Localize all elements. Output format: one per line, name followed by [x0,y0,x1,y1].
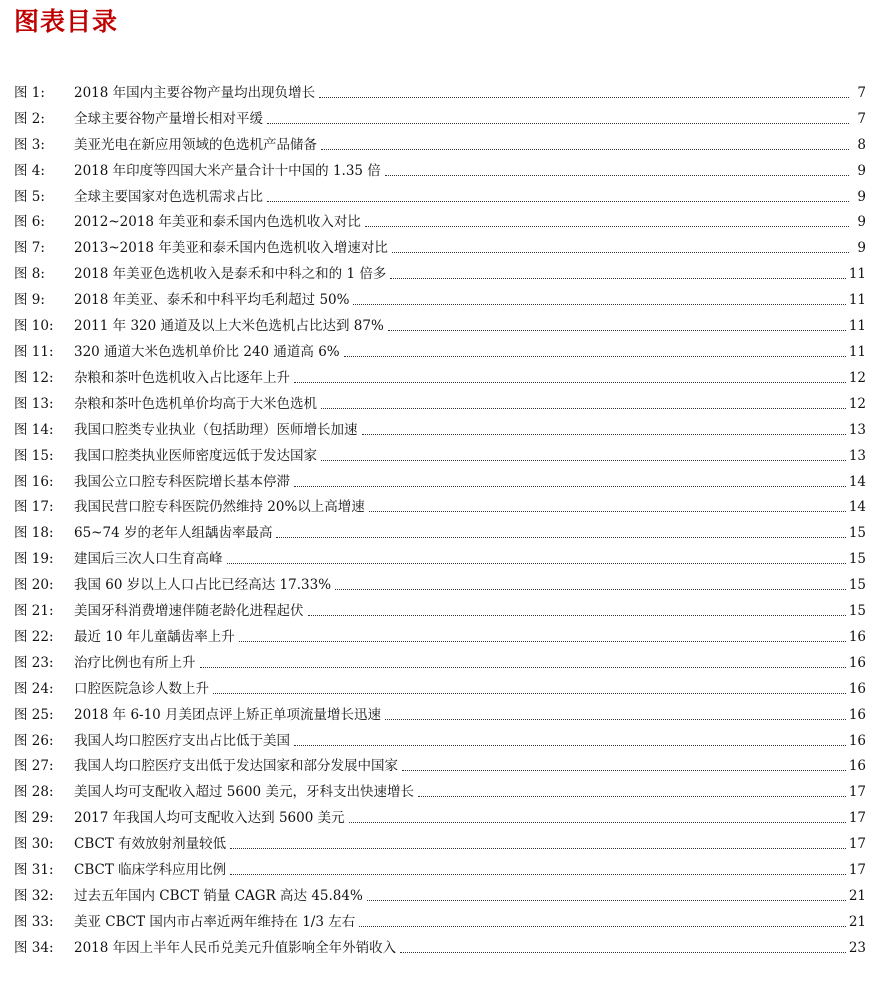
dot-leader [267,201,849,202]
figure-title: 2018 年印度等四国大米产量合计十中国的 1.35 倍 [74,162,381,179]
figure-title: CBCT 有效放射剂量较低 [74,836,227,853]
figure-list [14,77,866,958]
page-number: 16 [848,628,866,645]
figure-number: 图 31: [14,862,54,879]
figure-title: CBCT 临床学科应用比例 [74,862,227,879]
page-number: 11 [848,343,866,360]
figure-entry-link[interactable] [14,155,866,181]
page-number: 23 [848,939,866,956]
page-number: 15 [848,603,866,620]
figure-number: 图 24: [14,680,54,697]
figure-title: 2018 年因上半年人民币兑美元升值影响全年外销收入 [74,939,397,956]
dot-leader [239,641,846,642]
figure-number: 图 14: [14,421,54,438]
figure-entry-link[interactable] [14,336,866,362]
dot-leader [321,408,846,409]
page-number: 21 [848,913,866,930]
figure-title: 2018 年美亚、泰禾和中科平均毛利超过 50% [74,292,350,309]
figure-entry-link[interactable] [14,776,866,802]
figure-title: 美国牙科消费增速伴随老龄化进程起伏 [74,603,304,620]
figure-number: 图 28: [14,784,54,801]
figure-number: 图 9: [14,292,45,309]
page-number: 11 [848,292,866,309]
dot-leader [353,304,845,305]
page-number: 21 [848,888,866,904]
figure-title: 2018 年国内主要谷物产量均出现负增长 [74,84,316,101]
page-number: 16 [848,706,866,723]
figure-title: 2017 年我国人均可支配收入达到 5600 美元 [74,810,345,827]
page-number: 16 [848,758,866,775]
figure-title: 口腔医院急诊人数上升 [74,680,209,697]
dot-leader [369,511,846,512]
dot-leader [385,175,849,176]
page-number: 15 [848,551,866,568]
figure-entry-link[interactable] [14,181,866,207]
figure-entry-link[interactable] [14,543,866,569]
page-number: 11 [848,266,866,283]
page-number: 13 [848,421,866,438]
figure-number: 图 27: [14,758,54,775]
figure-entry-link[interactable] [14,673,866,699]
figure-title: 65~74 岁的老年人组龋齿率最高 [74,525,273,542]
figure-entry-link[interactable] [14,751,866,777]
figure-number: 图 34: [14,939,54,956]
figure-number: 图 6: [14,214,45,231]
figure-number: 图 8: [14,266,45,283]
page-number: 17 [848,784,866,801]
figure-number: 图 16: [14,473,54,490]
page-number: 12 [848,395,866,412]
dot-leader [362,434,846,435]
figure-number: 图 18: [14,525,54,542]
figure-number: 图 20: [14,577,54,594]
figure-number: 图 22: [14,628,54,645]
dot-leader [230,848,846,849]
figure-number: 图 33: [14,913,54,930]
figure-number: 图 17: [14,499,54,516]
page-number: 12 [848,369,866,386]
figure-entry-link[interactable] [14,388,866,414]
dot-leader [349,822,846,823]
figure-entry-link[interactable] [14,621,866,647]
dot-leader [390,278,845,279]
figure-number: 图 23: [14,654,54,671]
figure-entry-link[interactable] [14,77,866,103]
page-number: 15 [848,577,866,594]
figure-title: 我国口腔类执业医师密度远低于发达国家 [74,447,317,464]
figure-entry-link[interactable] [14,932,866,958]
figure-title: 全球主要谷物产量增长相对平缓 [74,110,263,127]
figure-title: 我国口腔类专业执业（包括助理）医师增长加速 [74,421,358,438]
page-number: 14 [848,499,866,516]
figure-title: 我国民营口腔专科医院仍然维持 20%以上高增速 [74,499,365,516]
figure-number: 图 3: [14,136,45,153]
figure-entry-link[interactable] [14,414,866,440]
figure-title: 我国人均口腔医疗支出低于发达国家和部分发展中国家 [74,758,398,775]
figure-title: 美亚光电在新应用领域的色选机产品储备 [74,136,317,153]
figure-entry-link[interactable] [14,232,866,258]
figure-title: 我国 60 岁以上人口占比已经高达 17.33% [74,577,332,594]
page-number: 7 [857,84,866,101]
figure-entry-link[interactable] [14,207,866,233]
figure-title: 杂粮和茶叶色选机单价均高于大米色选机 [74,395,317,412]
page-number: 8 [857,136,866,153]
figure-number: 图 15: [14,447,54,464]
page-number: 9 [857,214,866,231]
figure-number: 图 10: [14,318,54,335]
page-number: 9 [857,240,866,257]
figure-title: 美亚 CBCT 国内市占率近两年维持在 1/3 左右 [74,913,356,930]
dot-leader [319,97,849,98]
figure-entry-link[interactable] [14,906,866,932]
figure-entry-link[interactable] [14,466,866,492]
figure-number: 图 25: [14,706,54,723]
page-number: 7 [857,110,866,127]
figure-number: 图 32: [14,888,54,904]
page-number: 11 [848,318,866,335]
figure-entry-link[interactable] [14,647,866,673]
dot-leader [308,615,846,616]
figure-entry-link[interactable] [14,725,866,751]
page-number: 16 [848,680,866,697]
page-number: 17 [848,810,866,827]
figure-number: 图 5: [14,188,45,205]
figure-entry-link[interactable] [14,129,866,155]
dot-leader [227,563,846,564]
dot-leader [321,149,849,150]
figure-title: 过去五年国内 CBCT 销量 CAGR 高达 45.84% [74,888,363,904]
dot-leader [294,382,846,383]
figure-entry-link[interactable] [14,569,866,595]
figure-title: 2018 年美亚色选机收入是泰禾和中科之和的 1 倍多 [74,266,387,283]
dot-leader [359,926,846,927]
page-number: 17 [848,836,866,853]
figure-title: 320 通道大米色选机单价比 240 通道高 6% [74,343,340,360]
figure-entry-link[interactable] [14,517,866,543]
dot-leader [385,719,846,720]
figure-entry-link[interactable] [14,492,866,518]
figure-number: 图 2: [14,110,45,127]
dot-leader [267,123,849,124]
figure-entry-link[interactable] [14,284,866,310]
figure-number: 图 11: [14,343,54,360]
figure-title: 2013~2018 年美亚和泰禾国内色选机收入增速对比 [74,240,388,257]
figure-entry-link[interactable] [14,854,866,880]
dot-leader [392,252,849,253]
figure-number: 图 4: [14,162,45,179]
figure-number: 图 29: [14,810,54,827]
page-number: 16 [848,732,866,749]
figure-number: 图 26: [14,732,54,749]
figure-entry-link[interactable] [14,880,866,906]
dot-leader [276,537,845,538]
figure-entry-link[interactable] [14,103,866,129]
figure-entry-link[interactable] [14,595,866,621]
page-number: 17 [848,862,866,879]
figure-title: 2012~2018 年美亚和泰禾国内色选机收入对比 [74,214,361,231]
figure-title: 最近 10 年儿童龋齿率上升 [74,628,235,645]
figure-number: 图 12: [14,369,54,386]
figure-entry-link[interactable] [14,828,866,854]
page-number: 16 [848,654,866,671]
page-number: 9 [857,162,866,179]
figure-title: 美国人均可支配收入超过 5600 美元，牙科支出快速增长 [74,784,414,801]
figure-title: 我国人均口腔医疗支出占比低于美国 [74,732,290,749]
dot-leader [388,330,846,331]
dot-leader [367,900,846,901]
figure-entry-link[interactable] [14,310,866,336]
dot-leader [344,356,846,357]
dot-leader [213,693,846,694]
figure-entry-link[interactable] [14,699,866,725]
page-number: 13 [848,447,866,464]
dot-leader [230,874,846,875]
figure-number: 图 21: [14,603,54,620]
dot-leader [294,486,846,487]
dot-leader [400,952,846,953]
figure-entry-link[interactable] [14,440,866,466]
dot-leader [418,796,846,797]
figure-title: 我国公立口腔专科医院增长基本停滞 [74,473,290,490]
figure-number: 图 7: [14,240,45,257]
dot-leader [294,745,846,746]
page-number: 14 [848,473,866,490]
figure-title: 2018 年 6-10 月美团点评上矫正单项流量增长迅速 [74,706,382,723]
figure-number: 图 19: [14,551,54,568]
dot-leader [365,226,849,227]
toc-heading: 图表目录 [14,7,119,36]
figure-number: 图 1: [14,84,45,101]
page-number: 9 [857,188,866,205]
dot-leader [402,770,846,771]
figure-title: 2011 年 320 通道及以上大米色选机占比达到 87% [74,318,384,335]
figure-number: 图 30: [14,836,54,853]
figure-title: 治疗比例也有所上升 [74,654,196,671]
figure-entry-link[interactable] [14,362,866,388]
figure-title: 杂粮和茶叶色选机收入占比逐年上升 [74,369,290,386]
figure-entry-link[interactable] [14,802,866,828]
figure-entry-link[interactable] [14,258,866,284]
figure-number: 图 13: [14,395,54,412]
figure-title: 建国后三次人口生育高峰 [74,551,223,568]
figure-title: 全球主要国家对色选机需求占比 [74,188,263,205]
dot-leader [200,667,846,668]
dot-leader [335,589,846,590]
dot-leader [321,460,846,461]
page-number: 15 [848,525,866,542]
